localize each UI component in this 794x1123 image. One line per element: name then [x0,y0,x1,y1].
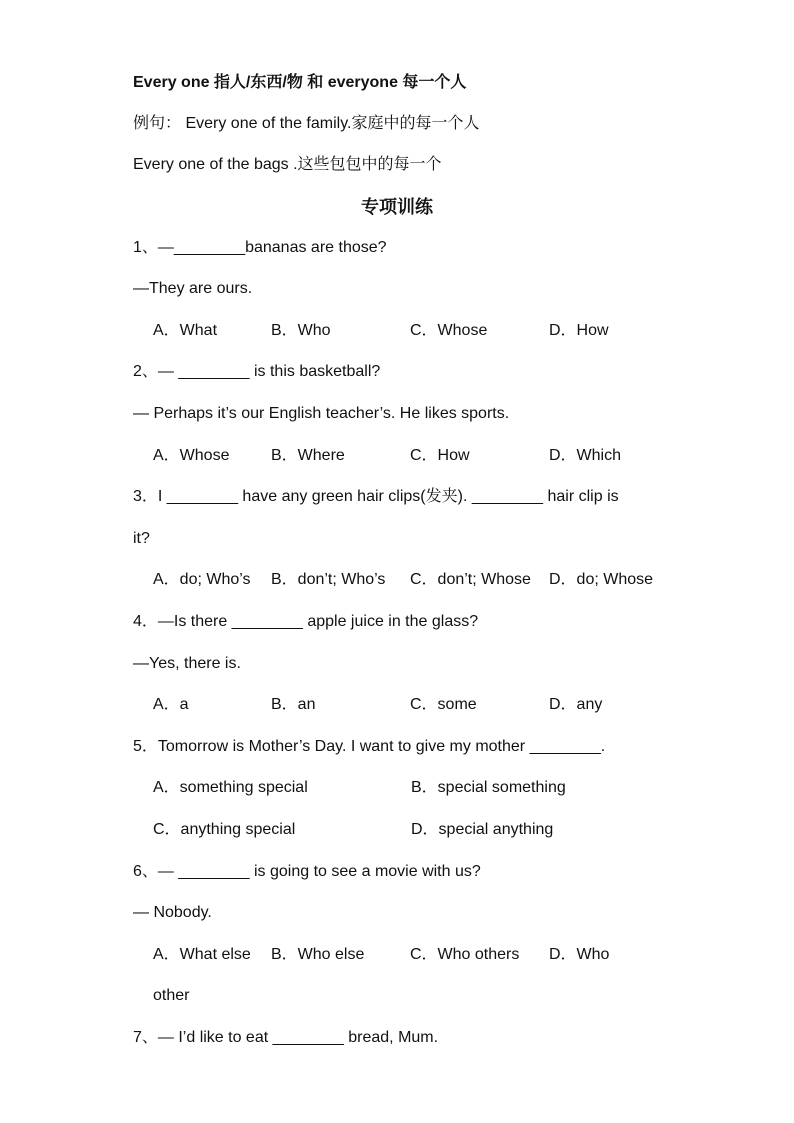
question-2-option-a: A．Whose [153,447,230,464]
question-7-stem: 7、— I’d like to eat ________ bread, Mum. [133,1029,439,1046]
intro-heading: Every one 指人/东西/物 和 everyone 每一个人 [133,74,467,91]
question-4-stem: 4．—Is there ________ apple juice in the glass? [133,613,479,630]
question-6-option-c: C．Who others [410,946,520,963]
question-2-option-d: D．Which [549,447,622,464]
question-1-option-b: B．Who [271,322,331,339]
question-4-option-b: B．an [271,696,316,713]
question-2-option-c: C．How [410,447,470,464]
question-5-option-d: D．special anything [411,821,554,838]
question-4-reply: —Yes, there is. [133,655,241,672]
question-6-reply: — Nobody. [133,904,212,921]
question-6-option-b: B．Who else [271,946,365,963]
question-4-option-d: D．any [549,696,603,713]
question-2-stem: 2、— ________ is this basketball? [133,363,381,380]
question-3-option-b: B．don’t; Who’s [271,571,386,588]
question-6-option-d-cont: other [153,987,190,1004]
question-2-option-b: B．Where [271,447,345,464]
question-3-stem: 3．I ________ have any green hair clips(发夹). ________ hair clip is [133,488,619,505]
question-1-option-d: D．How [549,322,609,339]
question-6-option-d: D．Who [549,946,610,963]
question-3-stem-cont: it? [133,530,150,547]
section-title: 专项训练 [361,197,433,217]
question-1-option-a: A．What [153,322,218,339]
question-5-stem: 5．Tomorrow is Mother’s Day. I want to give my mother ________. [133,738,606,755]
question-2-reply: — Perhaps it’s our English teacher’s. He likes sports. [133,405,510,422]
question-6-stem: 6、— ________ is going to see a movie with us? [133,863,481,880]
question-1-option-c: C．Whose [410,322,488,339]
question-4-option-c: C．some [410,696,477,713]
question-1-reply: —They are ours. [133,280,253,297]
question-4-option-a: A．a [153,696,189,713]
question-3-option-d: D．do; Whose [549,571,654,588]
intro-example-1: 例句： Every one of the family.家庭中的每一个人 [133,115,480,132]
intro-example-2: Every one of the bags .这些包包中的每一个 [133,156,442,173]
question-3-option-a: A．do; Who’s [153,571,251,588]
question-5-option-b: B．special something [411,779,566,796]
question-5-option-c: C．anything special [153,821,296,838]
question-1-stem: 1、—________bananas are those? [133,239,387,256]
question-3-option-c: C．don’t; Whose [410,571,531,588]
question-5-option-a: A．something special [153,779,308,796]
question-6-option-a: A．What else [153,946,251,963]
